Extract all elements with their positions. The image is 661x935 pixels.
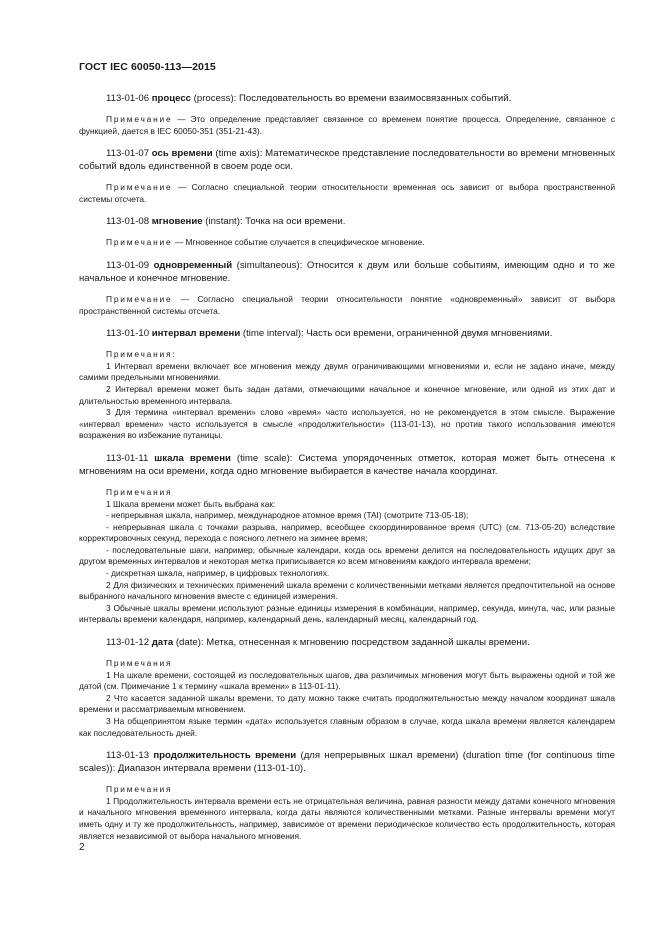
term-definition: (date): Метка, отнесенная к мгновению посредством заданной шкалы времени. [173,637,530,649]
note-label: Примечание [106,182,173,193]
term-number: 113-01-09 [106,259,150,271]
term-entry [79,215,615,228]
note-item: 3 На общепринятом языке термин «дата» используется главным образом в случае, когда шкала времени является календарем как последовательность дней. [79,716,615,738]
term-name: процесс [151,93,191,104]
term-definition: (process): Последовательность во времени взаимосвязанных событий. [191,93,512,104]
term-notes [79,349,615,442]
note-item: 3 Обычные шкалы времени используют разные единицы измерения в комбинации, например, секунда, минута, час, или разные интервалы времени календаря, например, календарный день, календарный месяц, календарный год. [79,602,615,625]
note-item: 1 Продолжительность интервала времени есть не отрицательная величина, равная разности между датами конечного мгновения и начального мгновения временного интервала, когда даты являются количественными метками. Разные интервалы времени могут иметь одну и ту же продолжительность, например, зависимое от времени периодическое количество есть продолжительность, которая является независимой от выбора начального мгновения. [79,795,615,841]
term-number: 113-01-07 [106,148,150,160]
standard-header: ГОСТ IEC 60050-113—2015 [79,61,216,73]
note-dash: — [172,293,198,304]
note-item: - непрерывная шкала с точками разрыва, например, всеобщее скоординированное время (UTC) (см. 713-05-20) вследствие корректировочных секунд, перехода с поясного летнего на зимнее время; [79,521,615,544]
term-entry [79,749,615,775]
note-item: 2 Для физических и технических применений шкала времени с количественными метками является предпочтительной на основе выбранного начального мгновения вместе с единицей измерения. [79,579,615,602]
term-note [79,182,615,205]
term-number: 113-01-13 [106,750,150,762]
note-text: Согласно специальной теории относительности временная ось зависит от выбора пространственной системы отсчета. [79,182,616,204]
term-entry [79,636,615,649]
term-notes [79,784,615,842]
note-label: Примечание [106,237,173,248]
note-item: - непрерывная шкала, например, международное атомное время (TAI) (смотрите 713-05-18); [106,510,469,521]
term-entry [79,259,615,285]
notes-label: Примечания: [106,349,177,360]
note-dash: — [172,182,192,193]
term-number: 113-01-10 [106,328,150,340]
term-definition: (time scale): Система упорядоченных отметок, которая может быть отнесена к мгновениям на оси времени, когда одно мгновение выбирается в качестве начала координат. [79,452,615,477]
note-item: 2 Интервал времени может быть задан датами, отмечающими начальное и конечное мгновение, или одной из этих дат и длительностью временного интервала. [79,383,615,406]
note-item: 2 Что касается заданной шкалы времени, то дату можно также считать продолжительностью между началом координат шкала времени и рассматриваемым мгновением. [79,692,615,715]
note-item: 1 Шкала времени может быть выбрана как: [106,498,276,509]
term-name: продолжительность времени [153,750,297,762]
notes-label: Примечания [106,486,173,497]
terms-content [79,92,615,852]
term-definition: (simultaneous): Относится к двум или больше событиям, имеющим одно и то же начальное и конечное мгновение. [79,259,615,284]
term-entry [79,147,615,173]
term-number: 113-01-12 [106,637,150,649]
note-item: 1 На шкале времени, состоящей из последовательных шагов, два различимых мгновения могут быть выражены одной и той же датой (см. Примечание 1 к термину «шкала времени» в 113-01-11). [79,669,615,692]
term-number: 113-01-08 [106,216,150,228]
term-notes [79,487,615,626]
term-number: 113-01-11 [106,452,149,464]
note-text: Мгновенное событие случается в специфическое мгновение. [185,237,425,248]
term-number: 113-01-06 [106,93,150,104]
notes-label: Примечания [106,784,173,795]
term-definition: (time interval): Часть оси времени, ограниченной двумя мгновениями. [240,328,553,340]
note-item: - дискретная шкала, например, в цифровых технологиях. [106,568,330,579]
note-dash: — [172,114,191,124]
term-definition: (time axis): Математическое представление последовательности во времени мгновенных событий вдоль единственной в своем роде оси. [79,148,616,173]
note-text: Это определение представляет связанное со временем понятие процесса. Определение, связанное с функцией, дается в IEC 60050-351 (351-21-43). [79,114,616,136]
term-note [79,237,615,249]
note-item: 1 Интервал времени включает все мгновения между двумя ограничивающими мгновениями и, если не задано иначе, между самими предельными мгновениями. [79,360,615,383]
note-label: Примечание [106,114,173,124]
term-name: ось времени [151,148,213,160]
note-text: Согласно специальной теории относительности понятие «одновременный» зависит от выбора пространственной системы отсчета. [79,293,615,316]
note-dash: — [172,237,186,248]
term-definition: (instant): Точка на оси времени. [202,216,346,228]
term-entry [79,92,615,105]
term-note [79,114,615,137]
notes-label: Примечания [106,658,173,669]
note-item: - последовательные шаги, например, обычные календари, когда ось времени делится на последовательность идущих друг за другом временных интервалов и некоторая метка приписывается ко всем мгновениям каждого интервала времени; [79,544,615,567]
note-item: 3 Для термина «интервал времени» слово «время» часто используется, но не рекомендуется в этом смысле. Выражение «интервал времени» часто используется в смысле «продолжительности» (113-01-13), но против такого использования имеются возражения во избежание путаницы. [79,407,615,441]
term-note [79,294,615,317]
term-name: одновременный [153,259,233,271]
term-definition: (для непрерывных шкал времени) (duration time (for continuous time scales)): Диапазон интервала времени (113-01-10). [79,750,616,775]
term-entry [79,327,615,340]
term-notes [79,658,615,739]
note-label: Примечание [106,293,173,304]
term-entry [79,452,615,478]
term-name: дата [151,637,174,649]
term-name: интервал времени [151,328,241,340]
term-name: мгновение [151,216,203,228]
page-number: 2 [79,842,85,853]
term-name: шкала времени [154,452,231,464]
